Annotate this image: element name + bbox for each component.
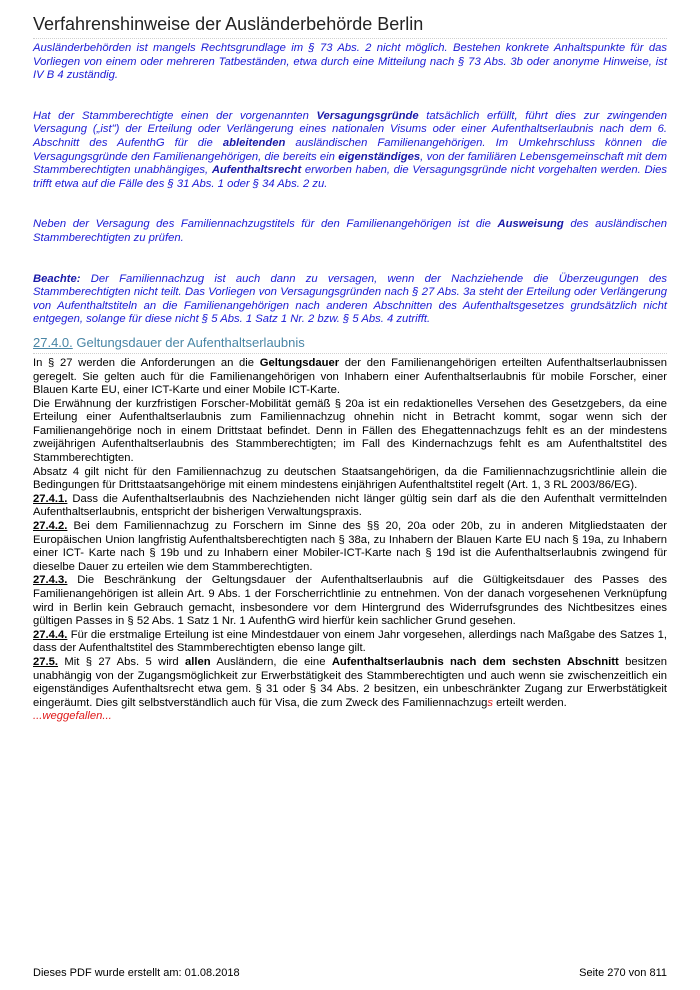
bold-term: Geltungsdauer xyxy=(259,356,340,369)
bold-term: Ausweisung xyxy=(497,218,564,231)
section-heading xyxy=(33,335,667,354)
paragraph-27-4-1: 27.4.1. Dass die Aufenthaltserlaubnis des Nachziehenden nicht länger gültig sein darf als die den Aufenthalt vermittelnden Aufenthaltserlaubnis, entspricht der bisherigen Verwaltungspraxis. xyxy=(33,492,667,519)
bold-term: Aufenthaltserlaubnis nach dem sechsten Abschnitt xyxy=(331,655,619,668)
blue-paragraph-1: Ausländerbehörden ist mangels Rechtsgrundlage im § 73 Abs. 2 nicht möglich. Bestehen konkrete Anhaltspunkte für das Vorliegen von einem oder mehreren Tatbeständen, etwa durch eine Mitteilung nach § 73 Abs. 3b oder anonyme Hinweise, ist IV B 4 zuständig. xyxy=(33,42,667,82)
inserted-letter: s xyxy=(487,696,494,709)
paragraph-27-4-2: 27.4.2. Bei dem Familiennachzug zu Forschern im Sinne des §§ 20, 20a oder 20b, zu in anderen Mitgliedstaaten der Europäischen Union langfristig Aufenthaltsberechtigten nach § 38a, zu Inhabern der Blauen Karte EU nach § 19a, zu Inhabern einer ICT- Karte nach § 19b und zu Inhabern einer Mobiler-ICT-Karte nach § 19d ist die Aufenthaltserlaubnis zwingend für dieselbe Dauer zu erteilen wie dem Stammberechtigten. xyxy=(33,520,667,573)
bold-term: eigenständiges xyxy=(338,150,421,163)
section-title: Geltungsdauer der Aufenthaltserlaubnis xyxy=(72,334,305,350)
bold-term: Aufenthaltsrecht xyxy=(211,164,302,177)
paragraph-absatz-4: Absatz 4 gilt nicht für den Familiennachzug zu deutschen Staatsangehörigen, da die Familiennachzugsrichtlinie allein die Bedingungen für Drittstaatsangehörige mit einem mindestens einjährigen Aufenthaltstitel regelt (Art. 1, 3 RL 2003/86/EG). xyxy=(33,465,667,492)
subsection-number-link[interactable]: 27.4.3. xyxy=(33,574,68,587)
paragraph-27-4-3: 27.4.3. Die Beschränkung der Geltungsdauer der Aufenthaltserlaubnis auf die Gültigkeitsdauer des Passes des Familienangehörigen ist allein Art. 9 Abs. 1 der Forscherrichtlinie zu entnehmen. Von der danach vorgesehenen Verknüpfung wird in Berlin kein Gebrauch gemacht, insbesondere vor dem Hintergrund des Widerrufsgrundes des Nichtbesitzes eines gültigen Passes in § 52 Abs. 1 Satz 1 Nr. 1 AufenthG wird hierfür kein sachlicher Grund gesehen. xyxy=(33,574,667,628)
document-body xyxy=(33,42,667,724)
bold-term: Beachte: xyxy=(33,272,81,285)
section-number-link[interactable]: 27.4.0. xyxy=(33,334,73,350)
paragraph-27-4-4: 27.4.4. Für die erstmalige Erteilung ist eine Mindestdauer von einem Jahr vorgesehen, allerdings nach Maßgabe des Satzes 1, dass der Aufenthaltstitel des Stammberechtigten ebenso lange gilt. xyxy=(33,628,667,655)
paragraph-27-5: 27.5. Mit § 27 Abs. 5 wird allen Ausländern, die eine Aufenthaltserlaubnis nach dem sechsten Abschnitt besitzen unabhängig von der Zugangsmöglichkeit zur Erwerbstätigkeit des Stammberechtigten und auch wenn sie zwischenzeitlich ein eigenständiges Aufenthaltsrecht etwa gem. § 31 oder § 34 Abs. 2 besitzen, ein unbeschränkter Zugang zur Erwerbstätigkeit eingeräumt. Dies gilt selbstverständlich auch für Visa, die zum Zweck des Familiennachzugs erteilt werden. xyxy=(33,655,667,709)
subsection-number-link[interactable]: 27.4.2. xyxy=(33,520,68,533)
paragraph-geltungsdauer: In § 27 werden die Anforderungen an die Geltungsdauer der den Familienangehörigen erteilten Aufenthaltserlaubnissen geregelt. Sie gelten auch für die Familienangehörigen von Inhabern einer Aufenthaltserlaubnis für mobile Forscher, einer Blauen Karte EU, einer ICT-Karte und einer Mobile ICT-Karte. xyxy=(33,356,668,397)
subsection-number-link[interactable]: 27.4.4. xyxy=(33,628,68,641)
bold-term: allen xyxy=(185,655,211,668)
title-divider xyxy=(33,38,667,39)
blue-paragraph-3: Neben der Versagung des Familiennachzugstitels für den Familienangehörigen ist die Ausweisung des ausländischen Stammberechtigten zu prüfen. xyxy=(33,218,667,244)
removed-note: ...weggefallen... xyxy=(33,710,112,723)
bold-term: Versagungsgründe xyxy=(316,109,419,122)
bold-term: ableitenden xyxy=(222,136,286,149)
footer-created-date: Dieses PDF wurde erstellt am: 01.08.2018 xyxy=(33,967,240,979)
subsection-number-link[interactable]: 27.5. xyxy=(33,655,59,668)
blue-paragraph-2: Hat der Stammberechtigte einen der vorgenannten Versagungsgründe tatsächlich erfüllt, führt dies zur zwingenden Versagung („ist") der Erteilung oder Verlängerung eines nationalen Visums oder einer Aufenthaltserlaubnis nach dem 6. Abschnitt des AufenthG für die ableitenden ausländischen Familienangehörigen. Im Umkehrschluss können die Versagungsgründe den Familienangehörigen, die bereits ein eigenständiges, von der familiären Lebensgemeinschaft mit dem Stammberechtigten unabhängiges, Aufenthaltsrecht erworben haben, die Versagungsgründe nicht vorgehalten werden. Dies trifft etwa auf die Fälle des § 31 Abs. 1 oder § 34 Abs. 2 zu. xyxy=(33,109,667,190)
footer-page-number: Seite 270 von 811 xyxy=(579,967,667,979)
blue-paragraph-4: Beachte: Der Familiennachzug ist auch dann zu versagen, wenn der Nachziehende die Überzeugungen des Stammberechtigten nicht teilt. Das Vorliegen von Versagungsgründen nach § 27 Abs. 3a steht der Erteilung oder Verlängerung von Aufenthaltstiteln an die Familienangehörigen nach anderen Abschnitten des Aufenthaltsgesetzes grundsätzlich nicht entgegen, solange für diese nicht § 5 Abs. 1 Satz 1 Nr. 2 bzw. § 5 Abs. 4 zutrifft. xyxy=(33,272,667,326)
page-title: Verfahrenshinweise der Ausländerbehörde Berlin xyxy=(33,14,424,34)
subsection-number-link[interactable]: 27.4.1. xyxy=(33,492,68,505)
paragraph-forscher-mobilitaet: Die Erwähnung der kurzfristigen Forscher-Mobilität gemäß § 20a ist ein redaktionelles Versehen des Gesetzgebers, da eine Erteilung einer Aufenthaltserlaubnis zum Familiennachzug ohnehin nicht in Betracht kommt, sogar wenn sich der Familienangehörige noch in einem Drittstaat befindet. Denn in Fällen des Ehegattennachzugs fehlt es an der mindestens zweijährigen Aufenthaltserlaubnis des Stammberechtigten; im Fall des Kindernachzugs fehlt es am Aufenthaltstitel des Stammberechtigten. xyxy=(33,397,667,465)
